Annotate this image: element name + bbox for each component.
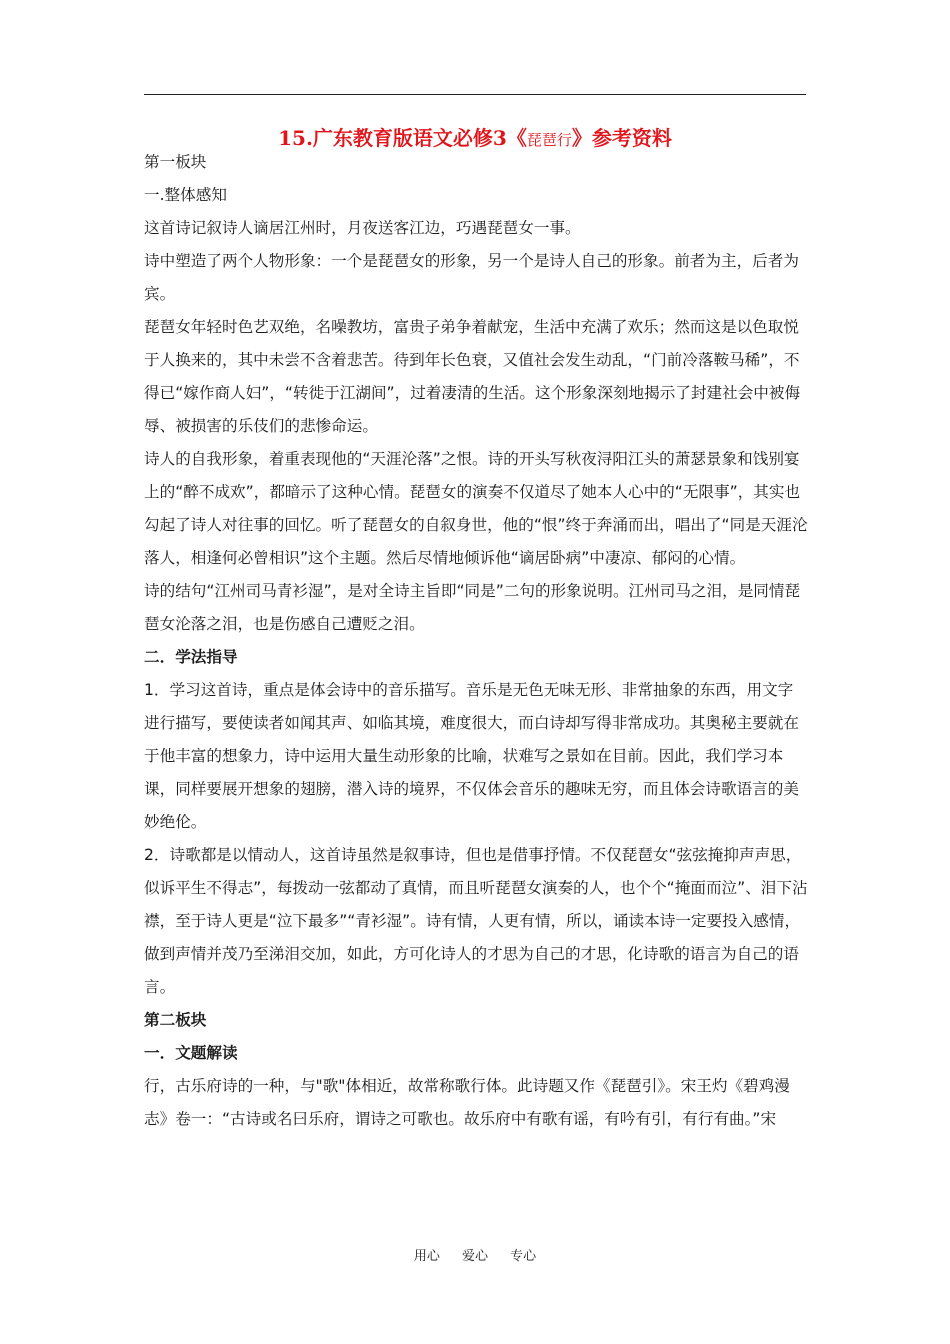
footer-item: 爱心 xyxy=(461,1249,488,1264)
title-suffix: 》参考资料 xyxy=(571,126,672,150)
paragraph: 行，古乐府诗的一种，与"歌"体相近，故常称歌行体。此诗题又作《琵琶引》。宋王灼《碧鸡漫志》卷一：“古诗或名曰乐府，谓诗之可歌也。故乐府中有歌有谣，有吟有引，有行有曲。”宋 xyxy=(144,1077,790,1128)
section-heading-2: 第二板块 xyxy=(144,1011,207,1029)
page-footer xyxy=(0,1247,950,1267)
subheading-method: 二．学法指导 xyxy=(144,648,238,666)
paragraph: 诗中塑造了两个人物形象：一个是琵琶女的形象，另一个是诗人自己的形象。前者为主，后者为宾。 xyxy=(144,252,799,303)
document-body xyxy=(144,146,808,1136)
subheading-title-interpretation: 一．文题解读 xyxy=(144,1044,238,1062)
paragraph: 诗的结句“江州司马青衫湿”，是对全诗主旨即“同是”二句的形象说明。江州司马之泪，是同情琵琶女沦落之泪，也是伤感自己遭贬之泪。 xyxy=(144,582,801,633)
subheading-overall: 一.整体感知 xyxy=(144,186,227,204)
paragraph: 这首诗记叙诗人谪居江州时，月夜送客江边，巧遇琵琶女一事。 xyxy=(144,219,581,237)
footer-item: 专心 xyxy=(510,1249,537,1264)
title-prefix: 15.广东教育版语文必修3《 xyxy=(278,126,527,150)
paragraph: 1．学习这首诗，重点是体会诗中的音乐描写。音乐是无色无味无形、非常抽象的东西，用文字进行描写，要使读者如闻其声、如临其境，难度很大，而白诗却写得非常成功。其奥秘主要就在于他丰富的想象力，诗中运用大量生动形象的比喻，状难写之景如在目前。因此，我们学习本课，同样要展开想象的翅膀，潜入诗的境界，不仅体会音乐的趣味无穷，而且体会诗歌语言的美妙绝伦。 xyxy=(144,681,799,831)
section-heading-1: 第一板块 xyxy=(144,153,207,171)
paragraph: 2．诗歌都是以情动人，这首诗虽然是叙事诗，但也是借事抒情。不仅琵琶女“弦弦掩抑声声思，似诉平生不得志”，每拨动一弦都动了真情，而且听琵琶女演奏的人，也个个“掩面而泣”、泪下沾襟，至于诗人更是“泣下最多”“青衫湿”。诗有情，人更有情，所以，诵读本诗一定要投入感情，做到声情并茂乃至涕泪交加，如此，方可化诗人的才思为自己的才思，化诗歌的语言为自己的语言。 xyxy=(144,846,808,996)
paragraph: 琵琶女年轻时色艺双绝，名噪教坊，富贵子弟争着献宠，生活中充满了欢乐；然而这是以色取悦于人换来的，其中未尝不含着悲苦。待到年长色衰，又值社会发生动乱，“门前冷落鞍马稀”，不得已“嫁作商人妇”，“转徙于江湖间”，过着凄清的生活。这个形象深刻地揭示了封建社会中被侮辱、被损害的乐伎们的悲惨命运。 xyxy=(144,318,801,435)
header-rule xyxy=(144,94,806,95)
title-poem-name: 琵琶行 xyxy=(526,131,572,149)
footer-item: 用心 xyxy=(413,1249,440,1264)
paragraph: 诗人的自我形象，着重表现他的“天涯沦落”之恨。诗的开头写秋夜浔阳江头的萧瑟景象和饯别宴上的“醉不成欢”，都暗示了这种心情。琵琶女的演奏不仅道尽了她本人心中的“无限事”，其实也勾起了诗人对往事的回忆。听了琵琶女的自叙身世，他的“恨”终于奔涌而出，唱出了“同是天涯沦落人，相逢何必曾相识”这个主题。然后尽情地倾诉他“谪居卧病”中凄凉、郁闷的心情。 xyxy=(144,450,808,567)
